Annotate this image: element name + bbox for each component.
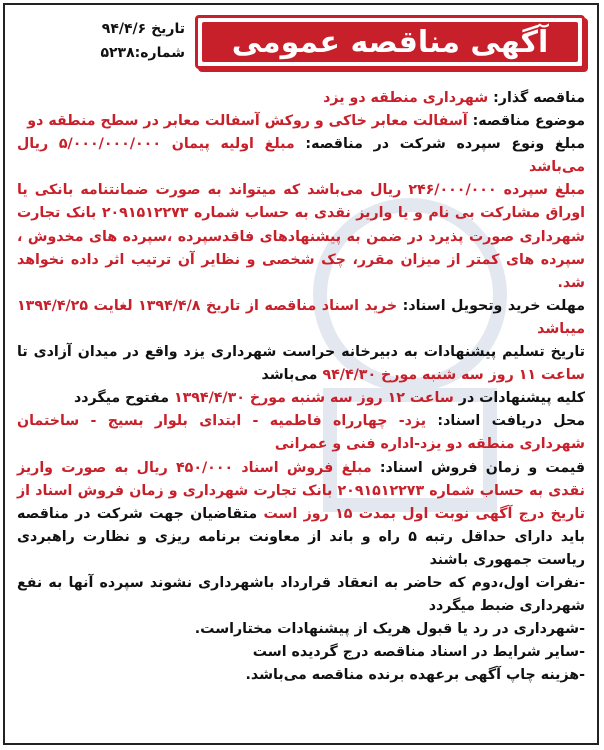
subject-line	[17, 110, 585, 133]
notice-frame	[3, 3, 599, 745]
deadline-line	[17, 295, 585, 341]
number-line	[25, 41, 185, 65]
location-label: محل دریافت اسناد:	[437, 413, 585, 430]
number-value: ۵۲۳۸	[100, 45, 135, 61]
title-banner	[202, 22, 578, 62]
opening-tail: مفتوح میگردد	[73, 390, 169, 407]
submission-line	[17, 341, 585, 387]
date-label: تاریخ	[151, 21, 185, 37]
tenderer-label: مناقصه گذار:	[493, 90, 585, 106]
deposit-label: مبلغ ونوع سپرده شرکت در مناقصه:	[305, 136, 585, 153]
subject-label: موضوع مناقصه:	[472, 113, 585, 130]
condition-forfeit: -نفرات اول،دوم که حاضر به انعقاد قرارداد باشهرداری نشوند سپرده آنها به نفع شهرداری ضبط میگردد	[17, 574, 585, 615]
submission-text: تاریخ تسلیم پیشنهادات به دبیرخانه حراست شهرداری یزد واقع در میدان آزادی تا	[17, 344, 585, 361]
opening-time: ساعت ۱۲ روز سه شنبه مورخ ۱۳۹۴/۴/۳۰	[173, 390, 454, 407]
deposit-details: مبلغ سپرده ۲۴۶/۰۰۰/۰۰۰ ریال می‌باشد که میتواند به صورت ضمانتنامه بانکی یا اوراق مشارکت بی نام و یا واریز نقدی به حساب شماره ۲۰۹۱۵۱۲۲۷۳ بانک تجارت شهرداری صورت پذیرد در ضمن به پیشنهادهای فاقدسپرده ،سپرده های مخدوش ، سپرده های کمتر از میزان مقرر، چک شخصی و نظایر آن ترتیب اثر داده نخواهد شد.	[17, 182, 585, 291]
tenderer-value: شهرداری منطقه دو یزد	[323, 90, 489, 106]
deposit-value: مبلغ اولیه پیمان ۵/۰۰۰/۰۰۰/۰۰۰ ریال می‌باشد	[17, 136, 585, 176]
submission-tail: می‌باشد	[261, 367, 318, 384]
condition-other: -سایر شرایط در اسناد مناقصه درج گردیده است	[252, 644, 585, 661]
subject-value: آسفالت معابر خاکی و روکش آسفالت معابر در سطح منطقه دو	[27, 113, 468, 130]
opening-text: کلیه پیشنهادات در	[458, 390, 585, 407]
price-value: مبلغ فروش اسناد ۴۵۰/۰۰۰ ریال به صورت واریز نقدی به حساب شماره ۲۰۹۱۵۱۲۲۷۳ بانک تجارت شهرداری و زمان فروش اسناد از تاریخ درج آگهی نوبت اول بمدت ۱۵ روز است	[17, 459, 585, 522]
location-line	[17, 410, 585, 456]
condition-cost: -هزینه چاپ آگهی برعهده برنده مناقصه می‌باشد.	[245, 667, 585, 684]
date-value: ۹۴/۴/۶	[101, 21, 147, 37]
deadline-label: مهلت خرید وتحویل اسناد:	[402, 297, 585, 314]
date-line	[25, 17, 185, 41]
notice-body	[17, 87, 585, 687]
deadline-value: خرید اسناد مناقصه از تاریخ ۱۳۹۴/۴/۸ لغایت ۱۳۹۴/۴/۲۵ میباشد	[17, 297, 585, 337]
deposit-line	[17, 133, 585, 179]
tenderer-line	[17, 87, 585, 110]
location-value: یزد- چهارراه فاطمیه - ابتدای بلوار بسیج - ساختمان شهرداری منطقه دو یزد-اداره فنی و عمرانی	[17, 413, 585, 453]
page-title: آگهی مناقصه عمومی	[231, 24, 549, 60]
condition-discretion: -شهرداری در رد یا قبول هریک از پیشنهادات مختاراست.	[194, 621, 585, 638]
notice-header	[5, 5, 597, 83]
qualification-text: متقاضیان جهت شرکت در مناقصه باید دارای حداقل رتبه ۵ راه و باند از معاونت برنامه ریزی و نظارت راهبردی ریاست جمهوری باشند	[17, 505, 585, 568]
price-label: قیمت و زمان فروش اسناد:	[379, 459, 585, 476]
opening-line	[17, 387, 585, 410]
submission-time: ساعت ۱۱ روز سه شنبه مورخ ۹۴/۴/۳۰	[322, 367, 585, 384]
number-label: شماره:	[134, 45, 185, 61]
notice-meta	[15, 17, 185, 65]
title-box	[195, 15, 585, 69]
price-line	[17, 457, 585, 572]
